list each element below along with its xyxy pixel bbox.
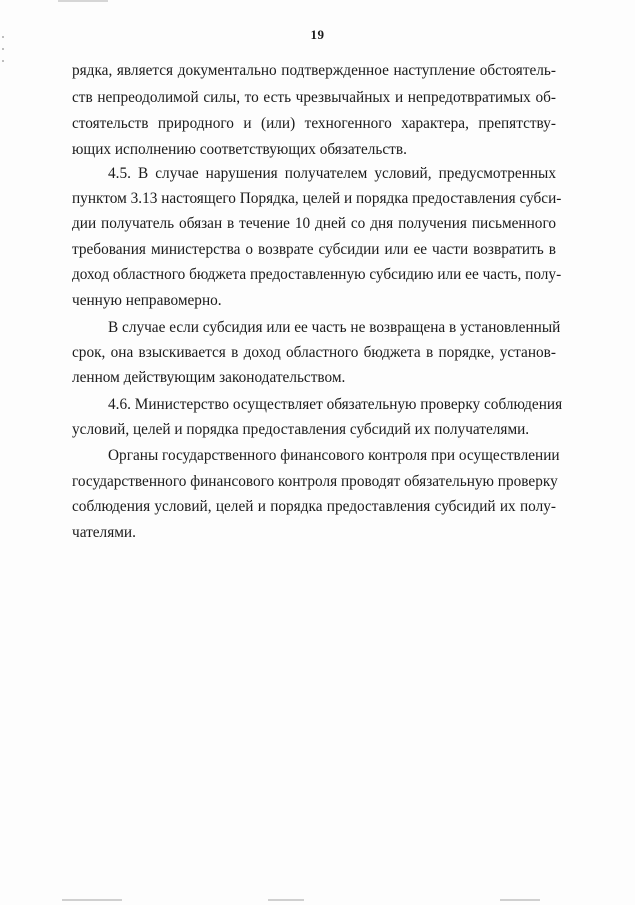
paragraph-1-line-4: ющих исполнению соответствующих обязательств. xyxy=(72,141,407,158)
paragraph-1-line-3: стоятельств природного и (или) техногенного характера, препятству- xyxy=(72,115,556,132)
scan-artifact-top xyxy=(58,0,108,2)
paragraph-control-line-4: чателями. xyxy=(72,524,136,541)
paragraph-4-5-line-4: требования министерства о возврате субсидии или ее части возвратить в xyxy=(72,241,556,258)
paragraph-4-5-line-6: ченную неправомерно. xyxy=(72,292,222,309)
paragraph-control-line-3: соблюдения условий, целей и порядка предоставления субсидий их полу- xyxy=(72,498,556,515)
paragraph-4-6-line-2: условий, целей и порядка предоставления субсидий их получателями. xyxy=(72,421,530,438)
paragraph-refund-line-3: ленном действующим законодательством. xyxy=(72,369,346,386)
paragraph-1-line-2: ств непреодолимой силы, то есть чрезвычайных и непредотвратимых об- xyxy=(72,89,556,106)
scan-artifact-bottom xyxy=(500,899,540,901)
paragraph-4-5-line-1: 4.5. В случае нарушения получателем условий, предусмотренных xyxy=(108,165,556,182)
paragraph-4-5-line-3: дии получатель обязан в течение 10 дней со дня получения письменного xyxy=(72,215,556,232)
scan-artifact-bottom xyxy=(268,899,304,901)
paragraph-refund-line-2: срок, она взыскивается в доход областного бюджета в порядке, установ- xyxy=(72,344,556,361)
paragraph-4-5-line-5: доход областного бюджета предоставленную субсидию или ее часть, полу- xyxy=(72,266,562,283)
paragraph-1-line-1: рядка, является документально подтвержденное наступление обстоятель- xyxy=(72,62,556,79)
paragraph-control-line-1: Органы государственного финансового контроля при осуществлении xyxy=(108,447,560,464)
page-number: 19 xyxy=(310,27,325,42)
paragraph-4-6-line-1: 4.6. Министерство осуществляет обязательную проверку соблюдения xyxy=(108,396,563,413)
scan-artifact-dot xyxy=(2,48,4,50)
scan-artifact-bottom xyxy=(62,899,122,901)
scan-artifact-dot xyxy=(2,60,4,62)
paragraph-refund-line-1: В случае если субсидия или ее часть не возвращена в установленный xyxy=(108,319,561,336)
paragraph-control-line-2: государственного финансового контроля проводят обязательную проверку xyxy=(72,473,558,490)
paragraph-4-5-line-2: пунктом 3.13 настоящего Порядка, целей и порядка предоставления субси- xyxy=(72,190,562,207)
